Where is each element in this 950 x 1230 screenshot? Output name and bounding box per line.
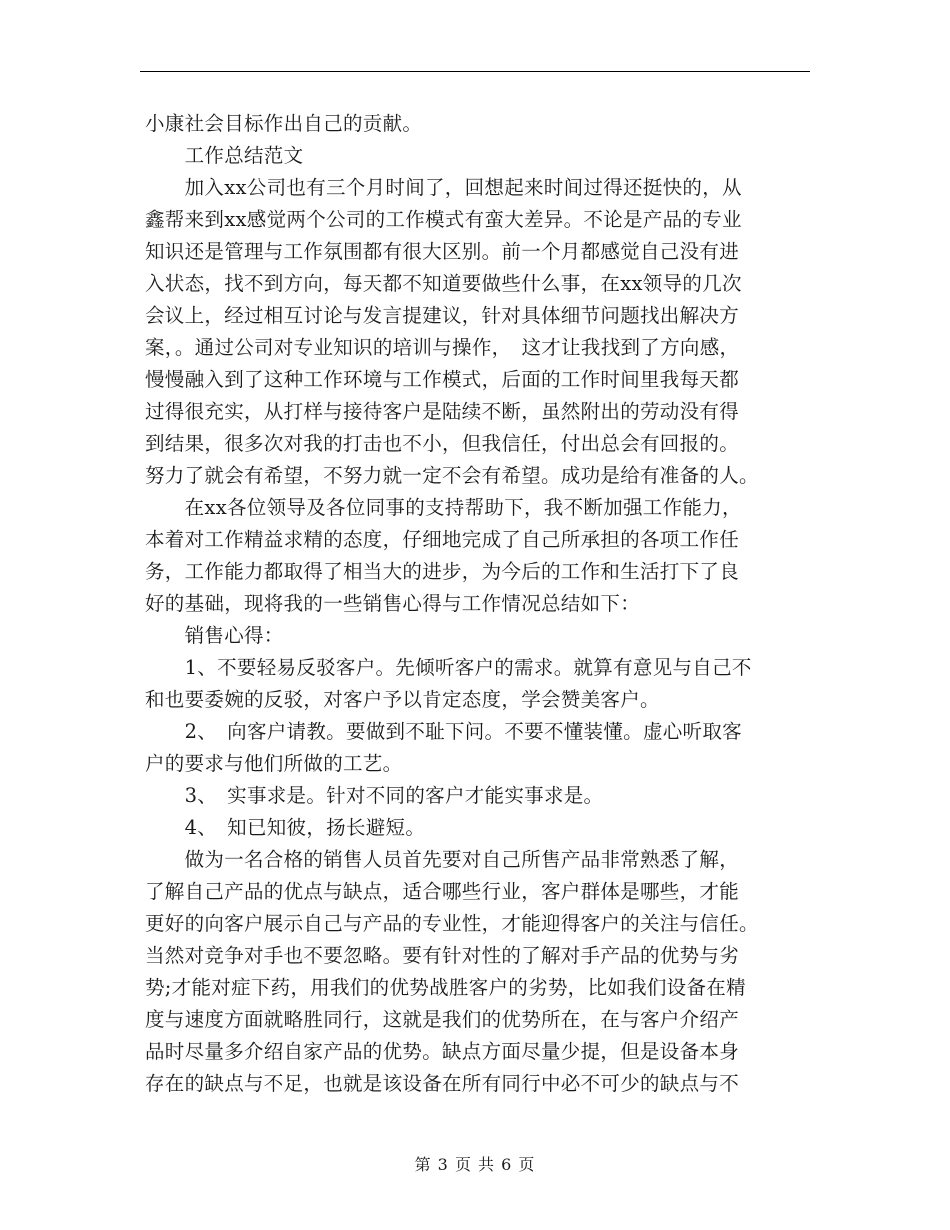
- text-line: 本着对工作精益求精的态度，仔细地完成了自己所承担的各项工作任: [145, 528, 740, 551]
- text-line: 销售心得：: [145, 624, 284, 647]
- text-line: 当然对竞争对手也不要忽略。要有针对性的了解对手产品的优势与劣: [145, 944, 740, 967]
- text-line: 会议上，经过相互讨论与发言提建议，针对具体细节问题找出解决方: [145, 304, 740, 327]
- text-line: 度与速度方面就略胜同行，这就是我们的优势所在，在与客户介绍产: [145, 1008, 740, 1031]
- text-line: 加入xx公司也有三个月时间了，回想起来时间过得还挺快的，从: [145, 176, 742, 199]
- text-line: 了解自己产品的优点与缺点，适合哪些行业，客户群体是哪些，才能: [145, 880, 740, 903]
- document-body: [145, 108, 813, 1100]
- header-rule: [140, 71, 810, 72]
- text-line: 1、不要轻易反驳客户。先倾听客户的需求。就算有意见与自己不: [145, 656, 752, 679]
- text-line: 小康社会目标作出自己的贡献。: [145, 112, 423, 135]
- text-line: 务，工作能力都取得了相当大的进步，为今后的工作和生活打下了良: [145, 560, 740, 583]
- text-line: 品时尽量多介绍自家产品的优势。缺点方面尽量少提，但是设备本身: [145, 1040, 740, 1063]
- text-line: 2、 向客户请教。要做到不耻下问。不要不懂装懂。虚心听取客: [145, 720, 742, 743]
- text-line: 鑫帮来到xx感觉两个公司的工作模式有蛮大差异。不论是产品的专业: [145, 208, 742, 231]
- text-line: 更好的向客户展示自己与产品的专业性，才能迎得客户的关注与信任。: [145, 912, 759, 935]
- page-footer: 第 3 页 共 6 页: [414, 1155, 536, 1174]
- text-line: 工作总结范文: [145, 144, 304, 167]
- text-line: 户的要求与他们所做的工艺。: [145, 752, 403, 775]
- text-line: 势;才能对症下药，用我们的优势战胜客户的劣势，比如我们设备在精: [145, 976, 746, 999]
- text-line: 在xx各位领导及各位同事的支持帮助下，我不断加强工作能力，: [145, 496, 742, 519]
- text-line: 3、 实事求是。针对不同的客户才能实事求是。: [145, 784, 604, 807]
- text-line: 入状态，找不到方向，每天都不知道要做些什么事，在xx领导的几次: [145, 272, 742, 295]
- text-line: 知识还是管理与工作氛围都有很大区别。前一个月都感觉自己没有进: [145, 240, 740, 263]
- text-line: 努力了就会有希望，不努力就一定不会有希望。成功是给有准备的人。: [145, 464, 759, 487]
- text-line: 过得很充实，从打样与接待客户是陆续不断，虽然附出的劳动没有得: [145, 400, 740, 423]
- text-line: 4、 知已知彼，扬长避短。: [145, 816, 426, 839]
- text-line: 做为一名合格的销售人员首先要对自己所售产品非常熟悉了解，: [145, 848, 740, 871]
- text-line: 到结果，很多次对我的打击也不小，但我信任，付出总会有回报的。: [145, 432, 740, 455]
- text-line: 慢慢融入到了这种工作环境与工作模式，后面的工作时间里我每天都: [145, 368, 740, 391]
- text-line: 存在的缺点与不足，也就是该设备在所有同行中必不可少的缺点与不: [145, 1072, 740, 1095]
- text-line: 好的基础，现将我的一些销售心得与工作情况总结如下：: [145, 592, 641, 615]
- text-line: 和也要委婉的反驳，对客户予以肯定态度，学会赞美客户。: [145, 688, 660, 711]
- text-line: 案，。通过公司对专业知识的培训与操作， 这才让我找到了方向感，: [145, 336, 740, 359]
